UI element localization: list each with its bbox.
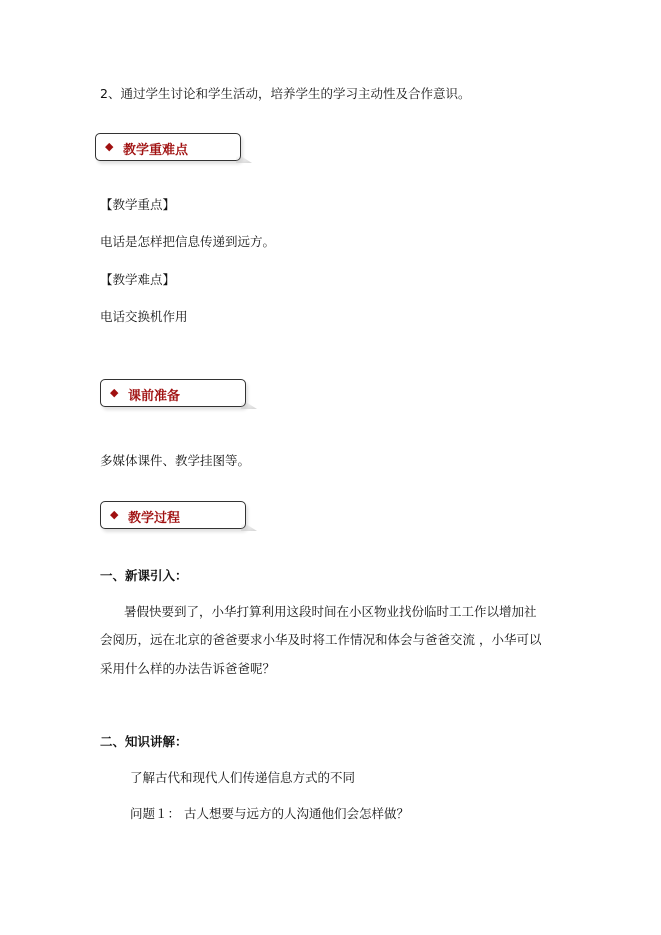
part2-heading: 二、知识讲解： xyxy=(100,734,188,749)
diamond-icon: ◆ xyxy=(110,386,119,399)
diamond-icon: ◆ xyxy=(105,140,114,153)
badge-shadow-tail xyxy=(241,399,257,409)
diamond-icon: ◆ xyxy=(110,508,119,521)
section-badge-process xyxy=(100,501,246,529)
question-1: 问题１： 古人想要与远方的人沟通他们会怎样做？ xyxy=(130,806,409,821)
badge-shadow-tail xyxy=(236,153,252,163)
badge-shadow-tail xyxy=(241,521,257,531)
section-title-preparation: 课前准备 xyxy=(128,389,181,404)
part1-heading: 一、新课引入： xyxy=(100,568,188,583)
difficulty-text: 电话交换机作用 xyxy=(100,309,188,324)
key-point-label: 【教学重点】 xyxy=(100,197,176,212)
section-badge-key-points xyxy=(95,133,241,161)
difficulty-label: 【教学难点】 xyxy=(100,272,176,287)
key-point-text: 电话是怎样把信息传递到远方。 xyxy=(100,234,276,249)
preparation-text: 多媒体课件、教学挂图等。 xyxy=(100,453,251,468)
part1-paragraph-line-2: 会阅历，远在北京的爸爸要求小华及时将工作情况和体会与爸爸交流 ，小华可以 xyxy=(100,632,542,647)
part1-paragraph-line-1: 暑假快要到了，小华打算利用这段时间在小区物业找份临时工工作以增加社 xyxy=(124,604,537,619)
section-title-process: 教学过程 xyxy=(128,511,181,526)
section-badge-preparation xyxy=(100,379,246,407)
part2-intro: 了解古代和现代人们传递信息方式的不同 xyxy=(130,770,356,785)
objective-item-2: 2、通过学生讨论和学生活动，培养学生的学习主动性及合作意识。 xyxy=(100,86,471,101)
section-title-key-points: 教学重难点 xyxy=(123,143,189,158)
part1-paragraph-line-3: 采用什么样的办法告诉爸爸呢？ xyxy=(100,661,276,676)
